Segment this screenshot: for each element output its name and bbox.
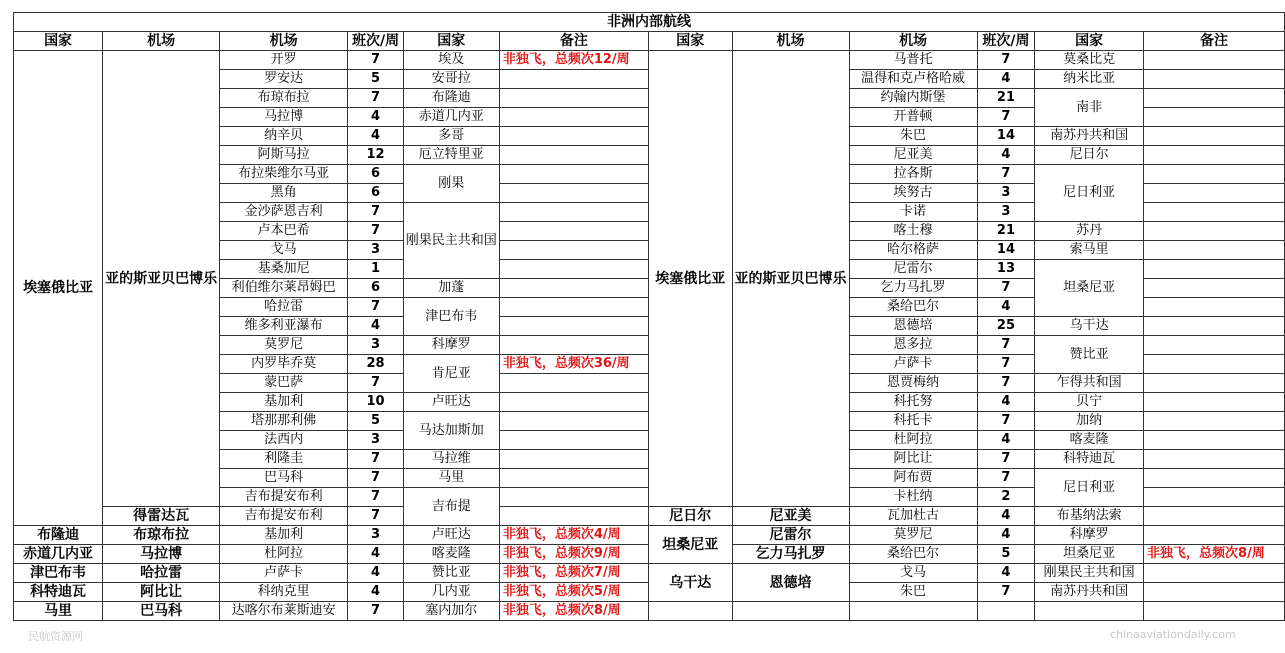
weekly-frequency: 4 (977, 507, 1035, 526)
remark (1144, 469, 1285, 488)
remark (499, 70, 648, 89)
remark (1144, 317, 1285, 336)
destination-country: 纳米比亚 (1035, 70, 1144, 89)
destination-airport: 朱巴 (849, 127, 977, 146)
weekly-frequency: 4 (977, 70, 1035, 89)
destination-country: 加纳 (1035, 412, 1144, 431)
origin-country: 科特迪瓦 (14, 583, 103, 602)
remark (499, 317, 648, 336)
destination-airport: 温得和克卢格哈威 (849, 70, 977, 89)
remark: 非独飞，总频次4/周 (499, 526, 648, 545)
weekly-frequency: 28 (348, 355, 404, 374)
remark (1144, 51, 1285, 70)
destination-airport: 杜阿拉 (849, 431, 977, 450)
destination-airport: 哈拉雷 (220, 298, 348, 317)
remark (1144, 374, 1285, 393)
weekly-frequency: 1 (348, 260, 404, 279)
destination-airport: 达喀尔布莱斯迪安 (220, 602, 348, 621)
origin-airport: 恩德培 (732, 564, 849, 602)
weekly-frequency: 6 (348, 165, 404, 184)
weekly-frequency: 4 (348, 317, 404, 336)
weekly-frequency: 6 (348, 184, 404, 203)
weekly-frequency: 7 (977, 355, 1035, 374)
destination-country: 布隆迪 (403, 89, 499, 108)
destination-airport: 开罗 (220, 51, 348, 70)
destination-country: 马里 (403, 469, 499, 488)
destination-airport: 内罗毕乔莫 (220, 355, 348, 374)
column-header: 国家 (14, 32, 103, 51)
destination-country: 科特迪瓦 (1035, 450, 1144, 469)
remark (499, 393, 648, 412)
remark (499, 298, 648, 317)
destination-country: 喀麦隆 (403, 545, 499, 564)
empty-cell (849, 602, 977, 621)
weekly-frequency: 7 (977, 108, 1035, 127)
destination-airport: 维多利亚瀑布 (220, 317, 348, 336)
empty-cell (1035, 602, 1144, 621)
destination-airport: 乞力马扎罗 (849, 279, 977, 298)
column-header: 机场 (732, 32, 849, 51)
destination-country: 马达加斯加 (403, 412, 499, 450)
remark (1144, 393, 1285, 412)
remark (499, 279, 648, 298)
remark (1144, 165, 1285, 184)
destination-airport: 阿布贾 (849, 469, 977, 488)
weekly-frequency: 7 (348, 469, 404, 488)
column-header: 机场 (103, 32, 220, 51)
destination-airport: 基加利 (220, 526, 348, 545)
weekly-frequency: 3 (348, 336, 404, 355)
weekly-frequency: 7 (977, 374, 1035, 393)
remark (1144, 298, 1285, 317)
column-header: 机场 (849, 32, 977, 51)
destination-country: 坦桑尼亚 (1035, 260, 1144, 317)
destination-airport: 基桑加尼 (220, 260, 348, 279)
destination-airport: 卡诺 (849, 203, 977, 222)
weekly-frequency: 7 (348, 488, 404, 507)
weekly-frequency: 4 (348, 564, 404, 583)
destination-airport: 杜阿拉 (220, 545, 348, 564)
destination-airport: 科托努 (849, 393, 977, 412)
weekly-frequency: 3 (348, 241, 404, 260)
weekly-frequency: 4 (348, 545, 404, 564)
destination-country: 加蓬 (403, 279, 499, 298)
column-header: 国家 (649, 32, 732, 51)
weekly-frequency: 7 (348, 89, 404, 108)
origin-airport: 得雷达瓦 (103, 507, 220, 526)
remark (499, 165, 648, 184)
weekly-frequency: 5 (348, 70, 404, 89)
destination-airport: 法西内 (220, 431, 348, 450)
remark (499, 241, 648, 260)
destination-country: 几内亚 (403, 583, 499, 602)
weekly-frequency: 14 (977, 241, 1035, 260)
watermark-right: chinaaviationdaily.com (1110, 628, 1236, 641)
origin-country: 赤道几内亚 (14, 545, 103, 564)
destination-airport: 卢萨卡 (220, 564, 348, 583)
destination-airport: 科纳克里 (220, 583, 348, 602)
weekly-frequency: 7 (977, 450, 1035, 469)
weekly-frequency: 3 (348, 431, 404, 450)
destination-country: 科摩罗 (403, 336, 499, 355)
origin-airport: 哈拉雷 (103, 564, 220, 583)
remark (499, 431, 648, 450)
column-header: 备注 (499, 32, 648, 51)
remark (499, 222, 648, 241)
origin-airport: 巴马科 (103, 602, 220, 621)
table-row (14, 564, 1285, 583)
table-row (14, 51, 1285, 70)
remark (1144, 450, 1285, 469)
remark: 非独飞，总频次7/周 (499, 564, 648, 583)
remark: 非独飞，总频次36/周 (499, 355, 648, 374)
destination-country: 南苏丹共和国 (1035, 583, 1144, 602)
destination-airport: 恩贾梅纳 (849, 374, 977, 393)
weekly-frequency: 7 (977, 336, 1035, 355)
remark (1144, 279, 1285, 298)
origin-airport: 阿比让 (103, 583, 220, 602)
weekly-frequency: 10 (348, 393, 404, 412)
watermark-left: 民航资源网 (28, 630, 83, 643)
destination-airport: 喀土穆 (849, 222, 977, 241)
destination-airport: 罗安达 (220, 70, 348, 89)
weekly-frequency: 7 (348, 602, 404, 621)
destination-airport: 利伯维尔莱昂姆巴 (220, 279, 348, 298)
destination-airport: 布拉柴维尔马亚 (220, 165, 348, 184)
destination-airport: 戈马 (849, 564, 977, 583)
destination-airport: 马拉博 (220, 108, 348, 127)
origin-country: 乌干达 (649, 564, 732, 602)
weekly-frequency: 7 (977, 412, 1035, 431)
destination-country: 科摩罗 (1035, 526, 1144, 545)
remark (1144, 507, 1285, 526)
origin-airport: 马拉博 (103, 545, 220, 564)
remark (1144, 488, 1285, 507)
empty-cell (649, 602, 732, 621)
remark (1144, 222, 1285, 241)
destination-airport: 恩多拉 (849, 336, 977, 355)
remark: 非独飞，总频次12/周 (499, 51, 648, 70)
weekly-frequency: 7 (977, 469, 1035, 488)
weekly-frequency: 21 (977, 89, 1035, 108)
weekly-frequency: 4 (977, 431, 1035, 450)
empty-cell (1144, 602, 1285, 621)
weekly-frequency: 21 (977, 222, 1035, 241)
remark (1144, 526, 1285, 545)
remark (499, 184, 648, 203)
destination-country: 赞比亚 (403, 564, 499, 583)
remark (1144, 127, 1285, 146)
remark (499, 488, 648, 507)
destination-country: 埃及 (403, 51, 499, 70)
destination-airport: 拉各斯 (849, 165, 977, 184)
destination-country: 索马里 (1035, 241, 1144, 260)
destination-country: 南苏丹共和国 (1035, 127, 1144, 146)
weekly-frequency: 3 (348, 526, 404, 545)
remark: 非独飞，总频次5/周 (499, 583, 648, 602)
weekly-frequency: 2 (977, 488, 1035, 507)
origin-country: 尼日尔 (649, 507, 732, 526)
weekly-frequency: 6 (348, 279, 404, 298)
weekly-frequency: 12 (348, 146, 404, 165)
destination-country: 南非 (1035, 89, 1144, 127)
destination-country: 卢旺达 (403, 393, 499, 412)
destination-airport: 基加利 (220, 393, 348, 412)
header-row (14, 32, 1285, 51)
destination-airport: 卢萨卡 (849, 355, 977, 374)
destination-country: 津巴布韦 (403, 298, 499, 336)
destination-country: 马拉维 (403, 450, 499, 469)
remark (1144, 146, 1285, 165)
weekly-frequency: 7 (977, 51, 1035, 70)
destination-country: 布基纳法索 (1035, 507, 1144, 526)
destination-country: 乌干达 (1035, 317, 1144, 336)
weekly-frequency: 7 (348, 507, 404, 526)
destination-airport: 阿比让 (849, 450, 977, 469)
remark (1144, 70, 1285, 89)
origin-country: 埃塞俄比亚 (14, 51, 103, 526)
destination-country: 刚果 (403, 165, 499, 203)
remark (1144, 203, 1285, 222)
origin-country: 埃塞俄比亚 (649, 51, 732, 507)
destination-country: 赤道几内亚 (403, 108, 499, 127)
destination-airport: 瓦加杜古 (849, 507, 977, 526)
destination-airport: 莫罗尼 (220, 336, 348, 355)
destination-country: 刚果民主共和国 (403, 203, 499, 279)
remark (1144, 431, 1285, 450)
weekly-frequency: 25 (977, 317, 1035, 336)
origin-country: 马里 (14, 602, 103, 621)
destination-country: 卢旺达 (403, 526, 499, 545)
destination-country: 吉布提 (403, 488, 499, 526)
remark: 非独飞，总频次9/周 (499, 545, 648, 564)
weekly-frequency: 7 (348, 203, 404, 222)
destination-airport: 利隆圭 (220, 450, 348, 469)
column-header: 备注 (1144, 32, 1285, 51)
destination-airport: 哈尔格萨 (849, 241, 977, 260)
remark (1144, 260, 1285, 279)
remark (1144, 89, 1285, 108)
origin-airport: 尼雷尔 (732, 526, 849, 545)
remark (499, 336, 648, 355)
remark (1144, 241, 1285, 260)
destination-airport: 科托卡 (849, 412, 977, 431)
destination-country: 厄立特里亚 (403, 146, 499, 165)
destination-airport: 塔那那利佛 (220, 412, 348, 431)
weekly-frequency: 7 (348, 374, 404, 393)
weekly-frequency: 4 (348, 108, 404, 127)
destination-country: 刚果民主共和国 (1035, 564, 1144, 583)
destination-airport: 开普顿 (849, 108, 977, 127)
table-row (14, 507, 1285, 526)
destination-country: 安哥拉 (403, 70, 499, 89)
weekly-frequency: 7 (348, 298, 404, 317)
africa-routes-table (13, 12, 1285, 621)
destination-airport: 马普托 (849, 51, 977, 70)
destination-airport: 黑角 (220, 184, 348, 203)
destination-airport: 莫罗尼 (849, 526, 977, 545)
destination-airport: 金沙萨恩吉利 (220, 203, 348, 222)
weekly-frequency: 4 (977, 564, 1035, 583)
column-header: 班次/周 (977, 32, 1035, 51)
weekly-frequency: 4 (348, 583, 404, 602)
destination-country: 肯尼亚 (403, 355, 499, 393)
origin-country: 坦桑尼亚 (649, 526, 732, 564)
origin-country: 布隆迪 (14, 526, 103, 545)
column-header: 国家 (403, 32, 499, 51)
remark (499, 469, 648, 488)
destination-airport: 吉布提安布利 (220, 507, 348, 526)
destination-country: 乍得共和国 (1035, 374, 1144, 393)
destination-country: 贝宁 (1035, 393, 1144, 412)
remark (1144, 564, 1285, 583)
table-row (14, 602, 1285, 621)
destination-airport: 尼亚美 (849, 146, 977, 165)
weekly-frequency: 4 (348, 127, 404, 146)
weekly-frequency: 4 (977, 526, 1035, 545)
destination-country: 喀麦隆 (1035, 431, 1144, 450)
destination-country: 赞比亚 (1035, 336, 1144, 374)
destination-airport: 卡杜纳 (849, 488, 977, 507)
destination-country: 坦桑尼亚 (1035, 545, 1144, 564)
destination-airport: 桑给巴尔 (849, 545, 977, 564)
remark: 非独飞，总频次8/周 (499, 602, 648, 621)
empty-cell (977, 602, 1035, 621)
weekly-frequency: 7 (348, 222, 404, 241)
remark (1144, 355, 1285, 374)
destination-airport: 巴马科 (220, 469, 348, 488)
weekly-frequency: 5 (348, 412, 404, 431)
destination-airport: 纳辛贝 (220, 127, 348, 146)
remark (499, 412, 648, 431)
weekly-frequency: 14 (977, 127, 1035, 146)
column-header: 机场 (220, 32, 348, 51)
remark (499, 450, 648, 469)
origin-airport: 亚的斯亚贝巴博乐 (732, 51, 849, 507)
destination-airport: 埃努古 (849, 184, 977, 203)
destination-airport: 阿斯马拉 (220, 146, 348, 165)
origin-country: 津巴布韦 (14, 564, 103, 583)
weekly-frequency: 7 (348, 450, 404, 469)
column-header: 国家 (1035, 32, 1144, 51)
origin-airport: 尼亚美 (732, 507, 849, 526)
origin-airport: 亚的斯亚贝巴博乐 (103, 51, 220, 507)
weekly-frequency: 7 (977, 583, 1035, 602)
weekly-frequency: 7 (348, 51, 404, 70)
destination-country: 尼日利亚 (1035, 165, 1144, 222)
destination-airport: 恩德培 (849, 317, 977, 336)
weekly-frequency: 3 (977, 203, 1035, 222)
remark (499, 374, 648, 393)
remark (499, 146, 648, 165)
destination-country: 莫桑比克 (1035, 51, 1144, 70)
weekly-frequency: 4 (977, 393, 1035, 412)
weekly-frequency: 13 (977, 260, 1035, 279)
table-title: 非洲内部航线 (14, 13, 1285, 32)
destination-country: 尼日利亚 (1035, 469, 1144, 507)
empty-cell (732, 602, 849, 621)
remark (499, 203, 648, 222)
origin-airport: 乞力马扎罗 (732, 545, 849, 564)
remark (1144, 184, 1285, 203)
remark (1144, 336, 1285, 355)
destination-airport: 尼雷尔 (849, 260, 977, 279)
destination-country: 塞内加尔 (403, 602, 499, 621)
table-row (14, 526, 1285, 545)
destination-airport: 布琼布拉 (220, 89, 348, 108)
destination-country: 苏丹 (1035, 222, 1144, 241)
weekly-frequency: 4 (977, 146, 1035, 165)
remark (1144, 108, 1285, 127)
weekly-frequency: 4 (977, 298, 1035, 317)
destination-airport: 朱巴 (849, 583, 977, 602)
destination-airport: 蒙巴萨 (220, 374, 348, 393)
weekly-frequency: 7 (977, 165, 1035, 184)
weekly-frequency: 7 (977, 279, 1035, 298)
remark: 非独飞，总频次8/周 (1144, 545, 1285, 564)
weekly-frequency: 3 (977, 184, 1035, 203)
remark (499, 89, 648, 108)
remark (1144, 412, 1285, 431)
destination-airport: 卢本巴希 (220, 222, 348, 241)
remark (499, 260, 648, 279)
column-header: 班次/周 (348, 32, 404, 51)
destination-country: 多哥 (403, 127, 499, 146)
destination-country: 尼日尔 (1035, 146, 1144, 165)
destination-airport: 约翰内斯堡 (849, 89, 977, 108)
remark (499, 127, 648, 146)
weekly-frequency: 5 (977, 545, 1035, 564)
destination-airport: 戈马 (220, 241, 348, 260)
origin-airport: 布琼布拉 (103, 526, 220, 545)
remark (499, 507, 648, 526)
destination-airport: 吉布提安布利 (220, 488, 348, 507)
destination-airport: 桑给巴尔 (849, 298, 977, 317)
remark (499, 108, 648, 127)
remark (1144, 583, 1285, 602)
